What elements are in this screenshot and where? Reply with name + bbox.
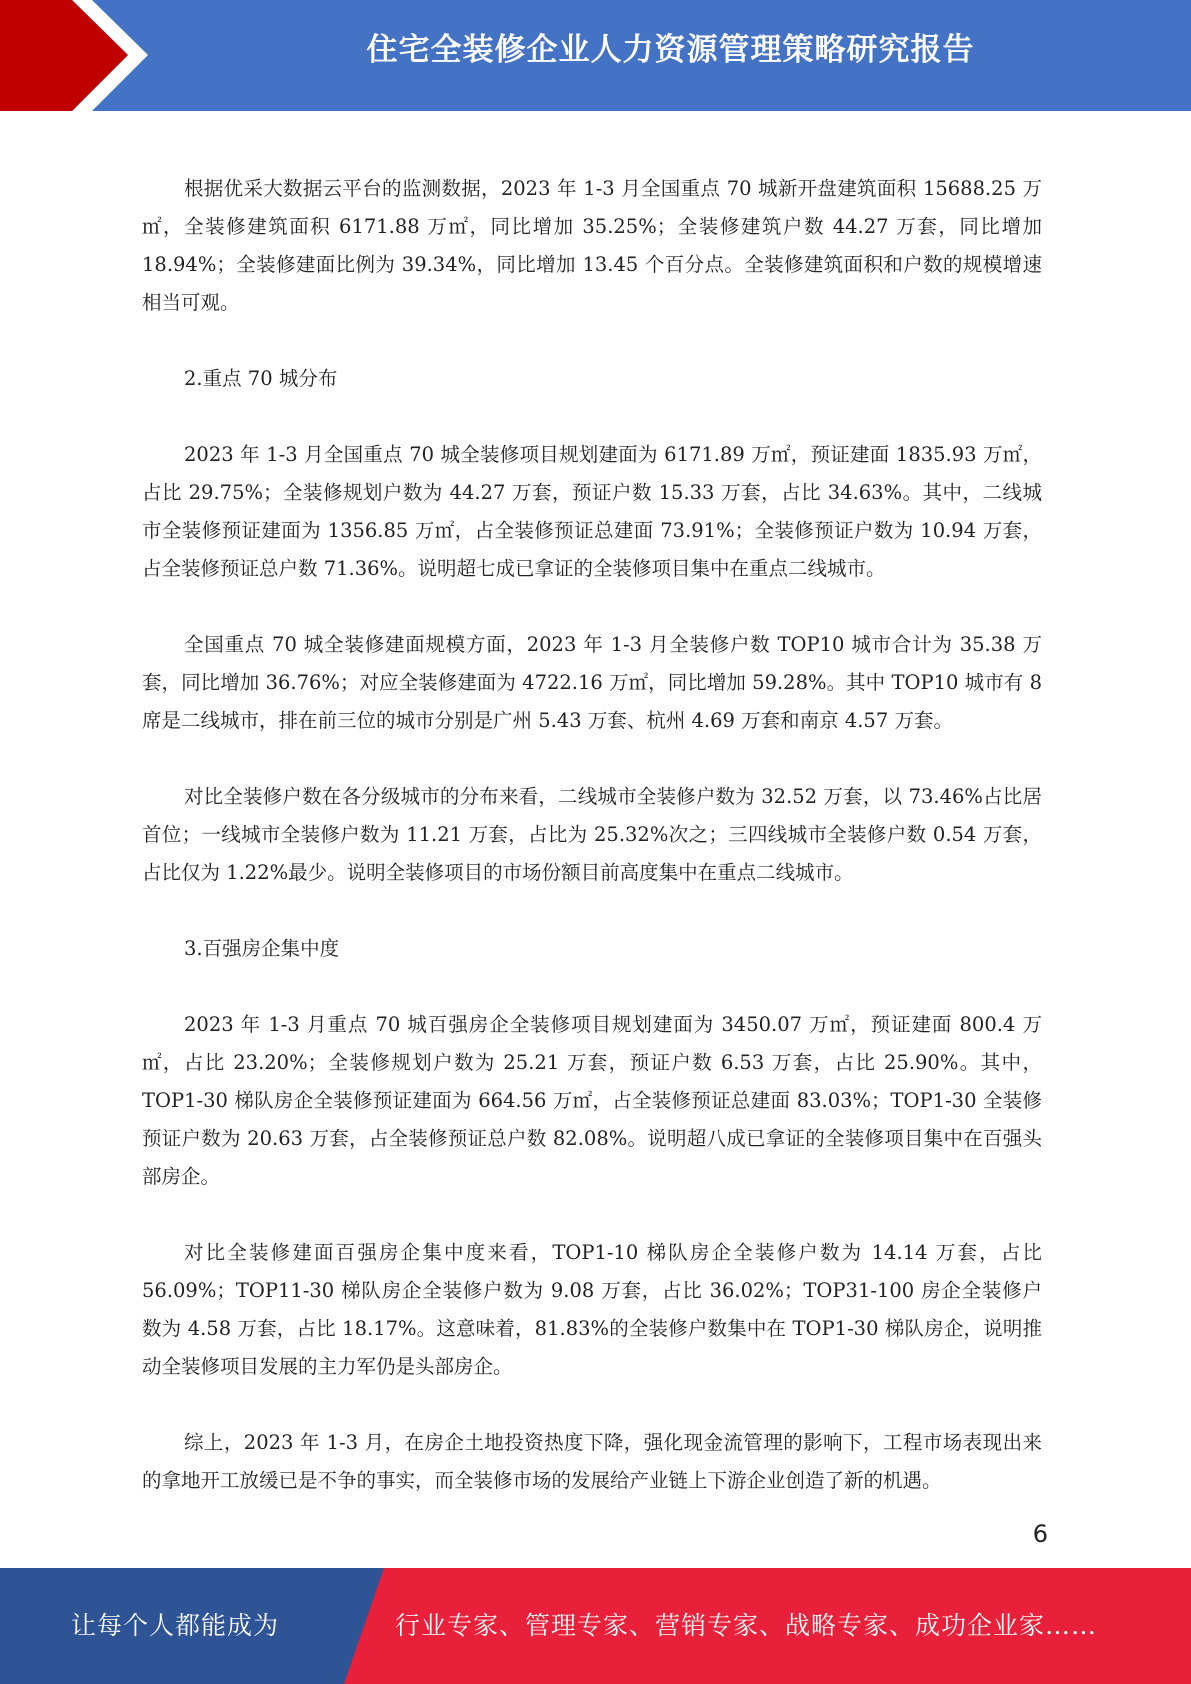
paragraph-overview: 根据优采大数据云平台的监测数据，2023 年 1-3 月全国重点 70 城新开盘建筑面积 15688.25 万㎡，全装修建筑面积 6171.88 万㎡，同比增加 35.25%；全装修建筑户数 44.27 万套，同比增加 18.94%；全装修建面比例为 39.34%，同比增加 13.45 个百分点。全装修建筑面积和户数的规模增速相当可观。 (142, 177, 1042, 314)
paragraph-city-tier-distribution: 对比全装修户数在各分级城市的分布来看，二线城市全装修户数为 32.52 万套，以 73.46%占比居首位；一线城市全装修户数为 11.21 万套，占比为 25.32%次之；三四线城市全装修户数 0.54 万套，占比仅为 1.22%最少。说明全装修项目的市场份额目前高度集中在重点二线城市。 (142, 785, 1042, 884)
paragraph-summary: 综上，2023 年 1-3 月，在房企土地投资热度下降，强化现金流管理的影响下，工程市场表现出来的拿地开工放缓已是不争的事实，而全装修市场的发展给产业链上下游企业创造了新的机遇。 (142, 1431, 1042, 1492)
footer-slogan-left: 让每个人都能成为 (70, 1611, 279, 1640)
paragraph-top100-scale: 2023 年 1-3 月重点 70 城百强房企全装修项目规划建面为 3450.07 万㎡，预证建面 800.4 万㎡，占比 23.20%；全装修规划户数为 25.21 万套，预证户数 6.53 万套，占比 25.90%。其中，TOP1-30 梯队房企全装修预证建面为 664.56 万㎡，占全装修预证总建面 83.03%；TOP1-30 全装修预证户数为 20.63 万套，占全装修预证总户数 82.08%。说明超八成已拿证的全装修项目集中在百强头部房企。 (142, 1013, 1042, 1188)
section-heading-top100-developers: 3.百强房企集中度 (184, 937, 340, 960)
page-footer (0, 1568, 1191, 1684)
footer-slogan-right: 行业专家、管理专家、营销专家、战略专家、成功企业家…… (395, 1611, 1098, 1640)
page-header (0, 0, 1191, 111)
paragraph-top100-concentration: 对比全装修建面百强房企集中度来看，TOP1-10 梯队房企全装修户数为 14.14 万套，占比 56.09%；TOP11-30 梯队房企全装修户数为 9.08 万套，占比 36.02%；TOP31-100 房企全装修户数为 4.58 万套，占比 18.17%。这意味着，81.83%的全装修户数集中在 TOP1-30 梯队房企，说明推动全装修项目发展的主力军仍是头部房企。 (142, 1241, 1042, 1378)
page-number: 6 (1032, 1520, 1048, 1548)
paragraph-70-cities-scale: 2023 年 1-3 月全国重点 70 城全装修项目规划建面为 6171.89 万㎡，预证建面 1835.93 万㎡，占比 29.75%；全装修规划户数为 44.27 万套，预证户数 15.33 万套，占比 34.63%。其中，二线城市全装修预证建面为 1356.85 万㎡，占全装修预证总建面 73.91%；全装修预证户数为 10.94 万套，占全装修预证总户数 71.36%。说明超七成已拿证的全装修项目集中在重点二线城市。 (142, 443, 1042, 580)
header-title: 住宅全装修企业人力资源管理策略研究报告 (366, 32, 975, 68)
document-body (142, 170, 1042, 1538)
paragraph-top10-cities: 全国重点 70 城全装修建面规模方面，2023 年 1-3 月全装修户数 TOP10 城市合计为 35.38 万套，同比增加 36.76%；对应全装修建面为 4722.16 万㎡，同比增加 59.28%。其中 TOP10 城市有 8 席是二线城市，排在前三位的城市分别是广州 5.43 万套、杭州 4.69 万套和南京 4.57 万套。 (142, 633, 1042, 732)
section-heading-70-cities: 2.重点 70 城分布 (184, 367, 338, 390)
